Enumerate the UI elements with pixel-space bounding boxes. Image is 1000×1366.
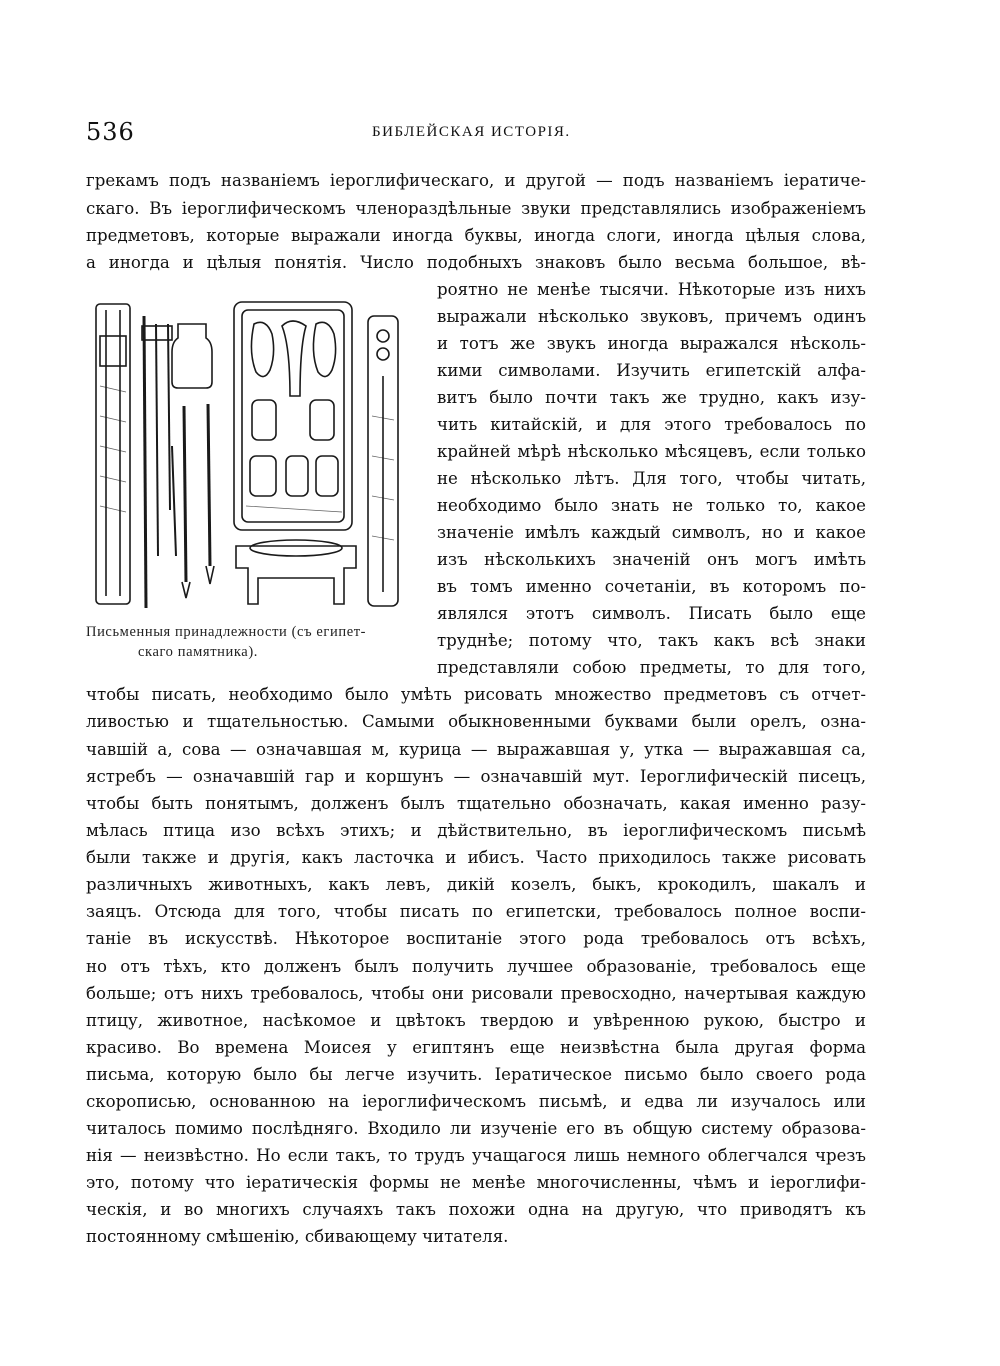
text-line: чавшій а, сова — означавшая м, курица — выражавшая у, утка — выражавшая са, — [86, 740, 866, 759]
caption-line: скаго памятника). — [138, 644, 258, 660]
text-line: нія — неизвѣстно. Но если такъ, то трудъ учащагося лишь немного облегчался чрезъ — [86, 1146, 866, 1165]
text-line: заяцъ. Отсюда для того, чтобы писать по египетски, требовалось полное воспи- — [86, 902, 866, 921]
text-line: витъ было почти такъ же трудно, какъ изу- — [437, 388, 866, 407]
text-line: чтобы быть понятымъ, долженъ былъ тщательно обозначать, какая именно разу- — [86, 794, 866, 813]
text-line: необходимо было знать не только то, какое — [437, 496, 866, 515]
water-dish-stand — [236, 546, 356, 604]
text-line: ческія, и во многихъ случаяхъ такъ похожи одна на другую, что приводятъ къ — [86, 1200, 866, 1219]
text-line: значеніе имѣлъ каждый символъ, но и какое — [437, 523, 866, 542]
text-line: птицу, животное, насѣкомое и цвѣтокъ твердою и увѣренною рукою, быстро и — [86, 1011, 866, 1030]
text-line: крайней мѣрѣ нѣсколько мѣсяцевъ, если только — [437, 442, 866, 461]
text-line: красиво. Во времена Моисея у египтянъ еще неизвѣстна была другая форма — [86, 1038, 866, 1057]
text-line: кими символами. Изучить египетскій алфа- — [437, 361, 866, 380]
text-line: различныхъ животныхъ, какъ левъ, дикій козелъ, быкъ, крокодилъ, шакалъ и — [86, 875, 866, 894]
text-line: ястребъ — означавшій гар и коршунъ — означавшій мут. Іероглифическій писецъ, — [86, 767, 866, 786]
text-line: скорописью, основанною на іероглифическомъ письмѣ, и едва ли изучалось или — [86, 1092, 866, 1111]
text-line: а иногда и цѣлыя понятія. Число подобныхъ знаковъ было весьма большое, вѣ- — [86, 253, 866, 272]
page-number: 536 — [86, 118, 135, 146]
text-line: это, потому что іератическія формы не менѣе многочисленны, чѣмъ и іероглифи- — [86, 1173, 866, 1192]
figure-caption — [86, 622, 416, 662]
text-line: больше; отъ нихъ требовалось, чтобы они рисовали превосходно, начертывая каждую — [86, 984, 866, 1003]
text-line: ливостью и тщательностью. Самыми обыкновенными буквами были орелъ, озна- — [86, 712, 866, 731]
text-line: но отъ тѣхъ, кто долженъ былъ получить лучшее образованіе, требовалось еще — [86, 957, 866, 976]
text-line: чтобы писать, необходимо было умѣть рисовать множество предметовъ съ отчет- — [86, 685, 866, 704]
text-line: грекамъ подъ названіемъ іероглифическаго, и другой — подъ названіемъ іератиче- — [86, 171, 866, 190]
text-line: чить китайскій, и для этого требовалось по — [437, 415, 866, 434]
text-line: въ томъ именно сочетаніи, въ которомъ по- — [437, 577, 866, 596]
writing-implements-icon — [86, 296, 412, 620]
text-line: не нѣсколько лѣтъ. Для того, чтобы читать, — [437, 469, 866, 488]
text-line: являлся этотъ символъ. Писать было еще — [437, 604, 866, 623]
text-line: мѣлась птица изо всѣхъ этихъ; и дѣйствительно, въ іероглифическомъ письмѣ — [86, 821, 866, 840]
ink-pot-icon — [172, 324, 212, 388]
text-line: таніе въ искусствѣ. Нѣкоторое воспитаніе этого рода требовалось отъ всѣхъ, — [86, 929, 866, 948]
running-title: БИБЛЕЙСКАЯ ИСТОРІЯ. — [372, 124, 571, 140]
text-line: читалось помимо послѣдняго. Входило ли изученіе его въ общую систему образова- — [86, 1119, 866, 1138]
text-line: письма, которую было бы легче изучить. Іератическое письмо было своего рода — [86, 1065, 866, 1084]
text-line: были также и другія, какъ ласточка и ибисъ. Часто приходилось также рисовать — [86, 848, 866, 867]
page-header — [86, 118, 866, 148]
caption-line: Письменныя принадлежности (съ египет- — [86, 624, 367, 640]
text-line: постоянному смѣшенію, сбивающему читателя. — [86, 1227, 509, 1246]
text-line: выражали нѣсколько звуковъ, причемъ одинъ — [437, 307, 866, 326]
text-line: скаго. Въ іероглифическомъ членораздѣльные звуки представлялись изображеніемъ — [86, 199, 866, 218]
writing-implements-figure — [86, 296, 412, 620]
text-line: и тотъ же звукъ иногда выражался нѣсколь- — [437, 334, 866, 353]
pen-case-left — [96, 304, 130, 604]
text-line: роятно не менѣе тысячи. Нѣкоторые изъ нихъ — [437, 280, 866, 299]
text-line: представляли собою предметы, то для того, — [437, 658, 866, 677]
text-line: изъ нѣсколькихъ значеній онъ могъ имѣть — [437, 550, 866, 569]
text-line: труднѣе; потому что, такъ какъ всѣ знаки — [437, 631, 866, 650]
text-line: предметовъ, которые выражали иногда буквы, иногда слоги, иногда цѣлыя слова, — [86, 226, 866, 245]
